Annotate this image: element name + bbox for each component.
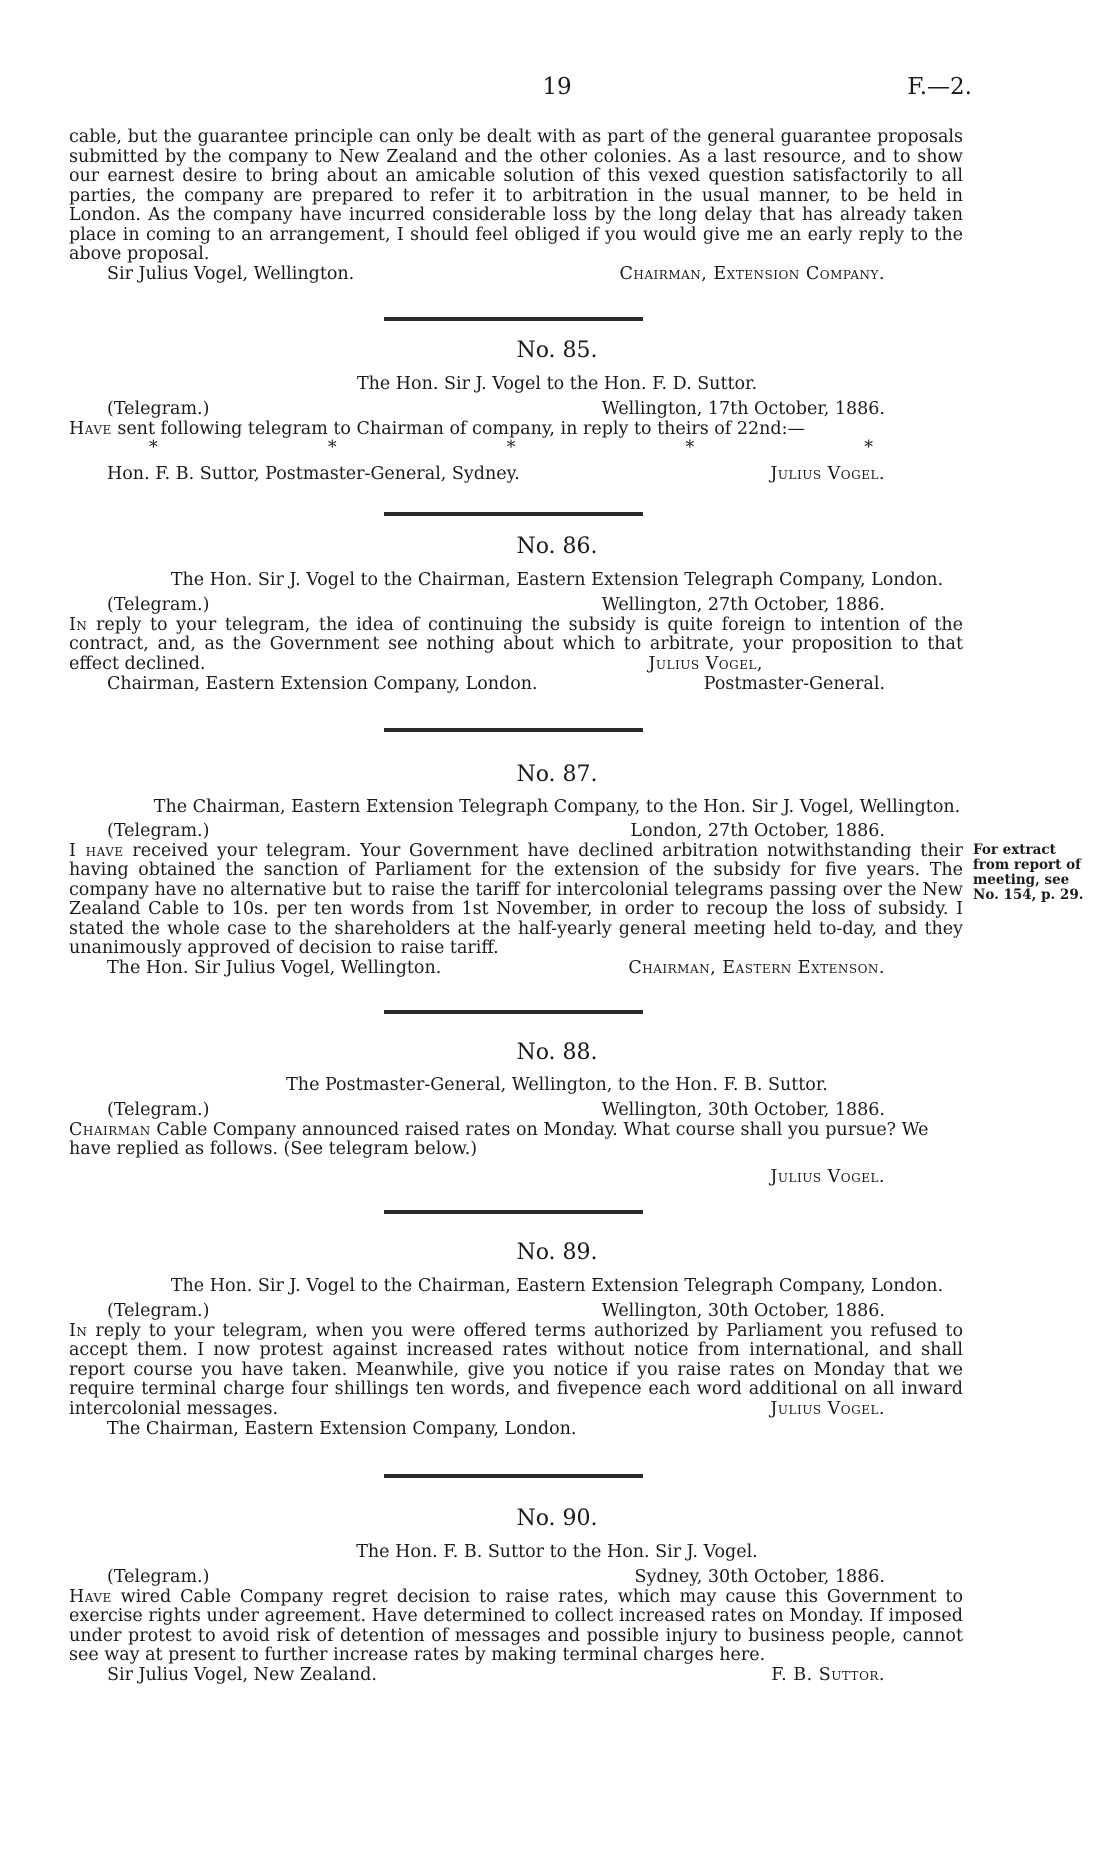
no90-signature: F. B. Suttor. <box>771 1664 885 1685</box>
no85-omission-stars <box>69 439 963 459</box>
no88-place-date: Wellington, 30th October, 1886. <box>601 1100 885 1120</box>
no87-addressee: The Hon. Sir Julius Vogel, Wellington. <box>107 957 442 978</box>
no85-body: sent following telegram to Chairman of company, in reply to theirs of 22nd:— <box>117 418 805 439</box>
no87-type: (Telegram.) <box>107 821 210 841</box>
no87-body-lead: I have <box>69 840 124 861</box>
no88-type: (Telegram.) <box>107 1100 210 1120</box>
no87-body: received your telegram. Your Government have declined arbitration notwithstanding their having obtained the sanction of Parliament for the extension of the subsidy for five years. The company have no alternative but to raise the tariff for intercolonial telegrams passing over the New Zealand Cable to 10s. per ten words from 1st November, in order to recoup the loss of subsidy. I stated the whole case to the shareholders at the half-yearly general meeting held to-day, and they unanimously approved of decision to raise tariff. <box>69 840 963 958</box>
no90-section <box>69 1568 963 1685</box>
no89-heading: No. 89. <box>516 1240 598 1265</box>
no85-heading: No. 85. <box>516 338 598 363</box>
no90-place-date: Sydney, 30th October, 1886. <box>634 1567 885 1587</box>
document-reference: F.—2. <box>907 74 972 100</box>
no89-body-lead: In <box>69 1320 88 1341</box>
no89-addressee: The Chairman, Eastern Extension Company, London. <box>107 1418 577 1439</box>
section-divider <box>384 512 643 516</box>
no86-body-lead: In <box>69 614 88 635</box>
no86-signature-title: Postmaster-General. <box>703 673 885 694</box>
section-divider <box>384 1210 643 1214</box>
no85-subheading: The Hon. Sir J. Vogel to the Hon. F. D. Suttor. <box>356 374 758 394</box>
no89-section <box>69 1302 963 1439</box>
star: * <box>685 438 695 458</box>
no88-body-lead: Chairman <box>69 1119 151 1140</box>
section-divider <box>384 1474 643 1478</box>
star: * <box>149 438 158 458</box>
no86-subheading: The Hon. Sir J. Vogel to the Chairman, Eastern Extension Telegraph Company, London. <box>170 570 944 590</box>
star: * <box>864 438 873 458</box>
no88-section <box>69 1101 963 1187</box>
section-divider <box>384 317 643 321</box>
no90-addressee: Sir Julius Vogel, New Zealand. <box>107 1664 377 1685</box>
no85-type: (Telegram.) <box>107 399 210 419</box>
no90-heading: No. 90. <box>516 1506 598 1531</box>
no85-section <box>69 400 963 484</box>
no86-body: reply to your telegram, the idea of continuing the subsidy is quite foreign to intention of the contract, and, as the Government see nothing about which to arbitrate, your proposition to that effect declined. <box>69 614 963 674</box>
section-divider <box>384 1010 643 1014</box>
no88-body: Cable Company announced raised rates on Monday. What course shall you pursue? We have replied as follows. (See telegram below.) <box>69 1119 929 1159</box>
no86-signature: Julius Vogel, <box>648 654 763 674</box>
no87-heading: No. 87. <box>516 762 598 787</box>
intro-section <box>69 128 963 284</box>
no89-subheading: The Hon. Sir J. Vogel to the Chairman, Eastern Extension Telegraph Company, London. <box>170 1276 944 1296</box>
no87-place-date: London, 27th October, 1886. <box>630 821 885 841</box>
intro-addressee: Sir Julius Vogel, Wellington. <box>107 263 355 284</box>
no90-body-paragraph <box>69 1588 963 1666</box>
no88-subheading: The Postmaster-General, Wellington, to the Hon. F. B. Suttor. <box>286 1075 828 1095</box>
no86-heading: No. 86. <box>516 534 598 559</box>
no87-signature: Chairman, Eastern Extenson. <box>628 957 885 978</box>
no85-body-lead: Have <box>69 418 112 439</box>
no85-addressee: Hon. F. B. Suttor, Postmaster-General, Sydney. <box>107 463 520 484</box>
section-divider <box>384 728 643 732</box>
no88-heading: No. 88. <box>516 1040 598 1065</box>
no87-section <box>69 822 963 978</box>
no85-place-date: Wellington, 17th October, 1886. <box>601 399 885 419</box>
no90-body-lead: Have <box>69 1586 112 1607</box>
page-number: 19 <box>542 74 572 100</box>
no85-signature: Julius Vogel. <box>770 463 885 484</box>
no86-section <box>69 596 963 694</box>
no89-place-date: Wellington, 30th October, 1886. <box>601 1301 885 1321</box>
intro-signature: Chairman, Extension Company. <box>619 263 885 284</box>
no89-signature: Julius Vogel. <box>770 1399 885 1419</box>
no88-signature: Julius Vogel. <box>770 1166 885 1187</box>
no90-type: (Telegram.) <box>107 1567 210 1587</box>
no86-place-date: Wellington, 27th October, 1886. <box>601 595 885 615</box>
no86-addressee: Chairman, Eastern Extension Company, London. <box>107 673 538 694</box>
star: * <box>327 438 337 458</box>
no87-margin-note: For extract from report of meeting, see No. 154, p. 29. <box>973 842 1084 903</box>
no90-body: wired Cable Company regret decision to raise rates, which may cause this Government to exercise rights under agreement. Have determined to collect increased rates on Monday. If imposed under protest to avoid risk of detention of messages and possible injury to business people, cannot see way at present to further increase rates by making terminal charges here. <box>69 1586 963 1665</box>
intro-paragraph: cable, but the guarantee principle can only be dealt with as part of the general guarantee proposals submitted by the company to New Zealand and the other colonies. As a last resource, and to show our earnest desire to bring about an amicable solution of this vexed question satisfactorily to all parties, the company are prepared to refer it to arbitration in the usual manner, to be held in London. As the company have incurred considerable loss by the long delay that has already taken place in coming to an arrangement, I should feel obliged if you would give me an early reply to the above proposal. <box>69 127 963 264</box>
no87-subheading: The Chairman, Eastern Extension Telegraph Company, to the Hon. Sir J. Vogel, Wellington. <box>153 797 961 817</box>
no89-type: (Telegram.) <box>107 1301 210 1321</box>
star: * <box>506 438 516 458</box>
no90-subheading: The Hon. F. B. Suttor to the Hon. Sir J. Vogel. <box>356 1542 758 1562</box>
no88-body-paragraph <box>69 1121 963 1160</box>
no87-body-paragraph <box>69 842 963 959</box>
no86-type: (Telegram.) <box>107 595 210 615</box>
no89-body: reply to your telegram, when you were offered terms authorized by Parliament you refused to accept them. I now protest against increased rates without notice from international, and shall report course you have taken. Meanwhile, give you notice if you raise rates on Monday that we require terminal charge four shillings ten words, and fivepence each word additional on all inward intercolonial messages. <box>69 1320 963 1419</box>
no85-body-paragraph <box>69 420 963 440</box>
